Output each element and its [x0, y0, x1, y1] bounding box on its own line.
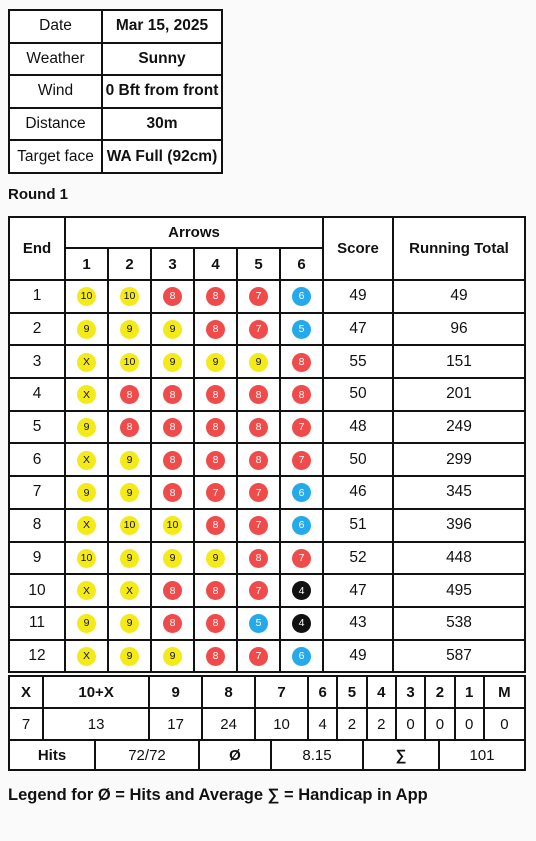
average-value: 8.15 [271, 740, 363, 770]
ring-label: 4 [367, 676, 396, 708]
arrow-cell [194, 509, 237, 542]
arrow-cell [237, 378, 280, 411]
end-score: 50 [323, 443, 393, 476]
ring-count: 2 [337, 708, 366, 740]
arrow-score-badge: 7 [292, 549, 311, 568]
arrow-score-badge: 9 [77, 418, 96, 437]
end-header: End [9, 217, 65, 280]
arrow-score-badge: 8 [206, 516, 225, 535]
ring-label: 7 [255, 676, 308, 708]
arrow-cell [237, 574, 280, 607]
arrow-cell [194, 607, 237, 640]
arrow-cell [151, 443, 194, 476]
arrow-cell [65, 345, 108, 378]
arrow-cell [65, 640, 108, 673]
arrow-cell [280, 378, 323, 411]
arrow-score-badge: 8 [292, 353, 311, 372]
arrow-score-badge: 5 [292, 320, 311, 339]
arrow-number-header: 1 [65, 248, 108, 280]
arrow-cell [237, 509, 280, 542]
summary-table [8, 739, 526, 771]
arrow-score-badge: 8 [163, 385, 182, 404]
arrow-cell [280, 411, 323, 444]
arrow-score-badge: 8 [163, 581, 182, 600]
end-number: 11 [9, 607, 65, 640]
ring-count: 0 [484, 708, 525, 740]
running-total-header: Running Total [393, 217, 525, 280]
arrow-score-badge: 9 [77, 483, 96, 502]
handicap-value: 101 [439, 740, 525, 770]
arrow-score-badge: 10 [120, 353, 139, 372]
arrow-cell [194, 313, 237, 346]
ring-count-labels [9, 676, 525, 708]
arrow-score-badge: X [120, 581, 139, 600]
arrow-score-badge: 4 [292, 581, 311, 600]
arrow-cell [151, 574, 194, 607]
end-row [9, 345, 525, 378]
ring-count: 17 [149, 708, 202, 740]
running-total: 151 [393, 345, 525, 378]
arrow-cell [280, 280, 323, 313]
ring-label: 5 [337, 676, 366, 708]
arrow-cell [280, 607, 323, 640]
info-value: Sunny [102, 43, 222, 76]
arrow-score-badge: X [77, 581, 96, 600]
ring-count: 7 [9, 708, 43, 740]
arrow-cell [108, 509, 151, 542]
running-total: 201 [393, 378, 525, 411]
running-total: 396 [393, 509, 525, 542]
end-number: 12 [9, 640, 65, 673]
end-number: 4 [9, 378, 65, 411]
average-symbol: Ø [199, 740, 271, 770]
arrow-score-badge: 8 [163, 451, 182, 470]
end-row [9, 607, 525, 640]
end-row [9, 542, 525, 575]
arrow-cell [65, 476, 108, 509]
arrow-score-badge: 10 [77, 287, 96, 306]
info-row [9, 10, 222, 43]
arrow-cell [151, 378, 194, 411]
arrow-number-header: 3 [151, 248, 194, 280]
score-header: Score [323, 217, 393, 280]
arrow-number-header: 5 [237, 248, 280, 280]
end-score: 52 [323, 542, 393, 575]
arrow-score-badge: 6 [292, 287, 311, 306]
arrow-score-badge: 10 [77, 549, 96, 568]
end-score: 47 [323, 574, 393, 607]
arrow-score-badge: 7 [249, 483, 268, 502]
running-total: 49 [393, 280, 525, 313]
arrow-cell [194, 476, 237, 509]
end-score: 49 [323, 280, 393, 313]
arrows-header: Arrows [65, 217, 323, 248]
ring-count: 13 [43, 708, 149, 740]
arrow-cell [280, 509, 323, 542]
arrow-cell [237, 345, 280, 378]
running-total: 587 [393, 640, 525, 673]
arrow-score-badge: 8 [163, 287, 182, 306]
arrow-cell [194, 411, 237, 444]
arrow-score-badge: X [77, 353, 96, 372]
ring-count: 4 [308, 708, 337, 740]
arrow-cell [151, 476, 194, 509]
arrow-cell [194, 640, 237, 673]
hits-label: Hits [9, 740, 95, 770]
arrow-cell [108, 607, 151, 640]
end-number: 5 [9, 411, 65, 444]
ring-count: 0 [396, 708, 425, 740]
arrow-cell [65, 542, 108, 575]
round-title: Round 1 [8, 186, 68, 203]
arrow-number-header: 4 [194, 248, 237, 280]
arrow-cell [65, 443, 108, 476]
end-number: 7 [9, 476, 65, 509]
arrow-score-badge: 9 [206, 549, 225, 568]
arrow-score-badge: X [77, 647, 96, 666]
end-score: 50 [323, 378, 393, 411]
end-number: 8 [9, 509, 65, 542]
arrow-score-badge: 9 [249, 353, 268, 372]
arrow-cell [151, 607, 194, 640]
arrow-score-badge: 8 [249, 418, 268, 437]
arrow-cell [194, 280, 237, 313]
end-number: 3 [9, 345, 65, 378]
arrow-cell [237, 443, 280, 476]
arrow-score-badge: 6 [292, 483, 311, 502]
info-label: Distance [9, 108, 102, 141]
ring-label: 6 [308, 676, 337, 708]
info-value: Mar 15, 2025 [102, 10, 222, 43]
arrow-cell [151, 509, 194, 542]
arrow-score-badge: 8 [206, 581, 225, 600]
end-score: 47 [323, 313, 393, 346]
ring-label: 8 [202, 676, 255, 708]
arrow-cell [280, 345, 323, 378]
arrow-cell [280, 443, 323, 476]
arrow-score-badge: 9 [163, 647, 182, 666]
arrow-score-badge: 8 [292, 385, 311, 404]
arrow-score-badge: 8 [163, 418, 182, 437]
arrow-cell [237, 313, 280, 346]
arrow-cell [194, 542, 237, 575]
running-total: 96 [393, 313, 525, 346]
info-row [9, 140, 222, 173]
end-row [9, 476, 525, 509]
arrow-score-badge: 9 [163, 353, 182, 372]
arrow-score-badge: 9 [206, 353, 225, 372]
arrow-score-badge: 8 [206, 287, 225, 306]
arrow-score-badge: X [77, 385, 96, 404]
arrow-score-badge: X [77, 451, 96, 470]
arrow-cell [108, 443, 151, 476]
arrow-cell [108, 378, 151, 411]
arrow-cell [194, 345, 237, 378]
info-label: Date [9, 10, 102, 43]
ring-count: 2 [367, 708, 396, 740]
arrow-score-badge: 8 [206, 451, 225, 470]
arrow-cell [151, 411, 194, 444]
arrow-score-badge: 9 [77, 614, 96, 633]
end-row [9, 313, 525, 346]
arrow-cell [194, 378, 237, 411]
arrow-score-badge: 8 [206, 614, 225, 633]
end-score: 46 [323, 476, 393, 509]
scorecard-table [8, 216, 526, 673]
end-score: 48 [323, 411, 393, 444]
scorecard-body [9, 280, 525, 672]
end-row [9, 280, 525, 313]
arrow-cell [237, 607, 280, 640]
arrow-cell [108, 411, 151, 444]
arrow-score-badge: 10 [120, 516, 139, 535]
ring-count: 0 [425, 708, 454, 740]
arrow-score-badge: 8 [249, 451, 268, 470]
arrow-cell [280, 313, 323, 346]
arrow-cell [151, 542, 194, 575]
arrow-score-badge: 10 [163, 516, 182, 535]
arrow-score-badge: 7 [292, 418, 311, 437]
arrow-cell [194, 574, 237, 607]
ring-label: X [9, 676, 43, 708]
info-value: WA Full (92cm) [102, 140, 222, 173]
arrow-score-badge: 9 [120, 614, 139, 633]
arrow-score-badge: 6 [292, 516, 311, 535]
arrow-cell [65, 411, 108, 444]
end-number: 2 [9, 313, 65, 346]
arrow-cell [65, 280, 108, 313]
ring-label: 1 [455, 676, 484, 708]
running-total: 538 [393, 607, 525, 640]
arrow-score-badge: 8 [206, 320, 225, 339]
arrow-cell [280, 640, 323, 673]
arrow-number-header: 2 [108, 248, 151, 280]
arrow-score-badge: 8 [163, 614, 182, 633]
arrow-cell [65, 378, 108, 411]
arrow-score-badge: 7 [249, 320, 268, 339]
arrow-score-badge: 6 [292, 647, 311, 666]
arrow-cell [151, 345, 194, 378]
arrow-score-badge: 8 [163, 483, 182, 502]
arrow-score-badge: 9 [77, 320, 96, 339]
arrow-score-badge: 9 [163, 320, 182, 339]
arrow-score-badge: 7 [249, 516, 268, 535]
arrow-cell [237, 411, 280, 444]
arrow-score-badge: 9 [120, 451, 139, 470]
running-total: 249 [393, 411, 525, 444]
running-total: 448 [393, 542, 525, 575]
arrow-cell [108, 640, 151, 673]
arrow-score-badge: 8 [120, 385, 139, 404]
arrow-score-badge: 4 [292, 614, 311, 633]
end-row [9, 640, 525, 673]
ring-count-values [9, 708, 525, 740]
arrow-cell [237, 476, 280, 509]
ring-label: 2 [425, 676, 454, 708]
info-row [9, 108, 222, 141]
ring-label: M [484, 676, 525, 708]
ring-count: 0 [455, 708, 484, 740]
arrow-score-badge: 8 [249, 549, 268, 568]
arrow-cell [65, 509, 108, 542]
info-label: Wind [9, 75, 102, 108]
end-score: 43 [323, 607, 393, 640]
running-total: 345 [393, 476, 525, 509]
arrow-cell [108, 313, 151, 346]
ring-count-table [8, 675, 526, 741]
arrow-cell [237, 542, 280, 575]
info-label: Target face [9, 140, 102, 173]
arrow-cell [65, 313, 108, 346]
arrow-cell [237, 640, 280, 673]
end-row [9, 574, 525, 607]
end-row [9, 378, 525, 411]
ring-count: 24 [202, 708, 255, 740]
arrow-cell [194, 443, 237, 476]
arrow-score-badge: 9 [120, 483, 139, 502]
ring-label: 9 [149, 676, 202, 708]
arrow-number-header: 6 [280, 248, 323, 280]
arrow-score-badge: 8 [206, 418, 225, 437]
running-total: 495 [393, 574, 525, 607]
session-info-body [9, 10, 222, 173]
arrow-cell [65, 574, 108, 607]
ring-label: 10+X [43, 676, 149, 708]
end-score: 51 [323, 509, 393, 542]
arrow-cell [108, 574, 151, 607]
info-row [9, 43, 222, 76]
arrow-cell [108, 345, 151, 378]
arrow-cell [151, 640, 194, 673]
arrow-cell [151, 313, 194, 346]
arrow-score-badge: 8 [206, 385, 225, 404]
arrow-cell [280, 476, 323, 509]
arrow-score-badge: 7 [249, 647, 268, 666]
end-row [9, 509, 525, 542]
arrow-score-badge: 10 [120, 287, 139, 306]
info-value: 0 Bft from front [102, 75, 222, 108]
arrow-score-badge: X [77, 516, 96, 535]
info-label: Weather [9, 43, 102, 76]
arrow-score-badge: 7 [206, 483, 225, 502]
running-total: 299 [393, 443, 525, 476]
handicap-symbol: ∑ [363, 740, 439, 770]
ring-label: 3 [396, 676, 425, 708]
arrow-score-badge: 9 [120, 320, 139, 339]
arrow-score-badge: 7 [292, 451, 311, 470]
arrow-score-badge: 9 [163, 549, 182, 568]
end-number: 10 [9, 574, 65, 607]
arrow-score-badge: 8 [206, 647, 225, 666]
session-info-table [8, 9, 223, 174]
arrow-cell [280, 574, 323, 607]
end-row [9, 443, 525, 476]
arrow-score-badge: 5 [249, 614, 268, 633]
arrow-score-badge: 9 [120, 549, 139, 568]
arrow-cell [280, 542, 323, 575]
arrow-score-badge: 8 [120, 418, 139, 437]
end-row [9, 411, 525, 444]
end-score: 55 [323, 345, 393, 378]
arrow-score-badge: 8 [249, 385, 268, 404]
arrow-score-badge: 7 [249, 287, 268, 306]
hits-value: 72/72 [95, 740, 199, 770]
end-number: 6 [9, 443, 65, 476]
arrow-cell [108, 476, 151, 509]
legend-text: Legend for Ø = Hits and Average ∑ = Handicap in App [8, 786, 428, 804]
end-number: 9 [9, 542, 65, 575]
end-score: 49 [323, 640, 393, 673]
arrow-score-badge: 9 [120, 647, 139, 666]
arrow-score-badge: 7 [249, 581, 268, 600]
ring-count: 10 [255, 708, 308, 740]
arrow-cell [108, 280, 151, 313]
end-number: 1 [9, 280, 65, 313]
arrow-cell [108, 542, 151, 575]
arrow-cell [151, 280, 194, 313]
arrow-cell [237, 280, 280, 313]
info-value: 30m [102, 108, 222, 141]
arrow-cell [65, 607, 108, 640]
info-row [9, 75, 222, 108]
